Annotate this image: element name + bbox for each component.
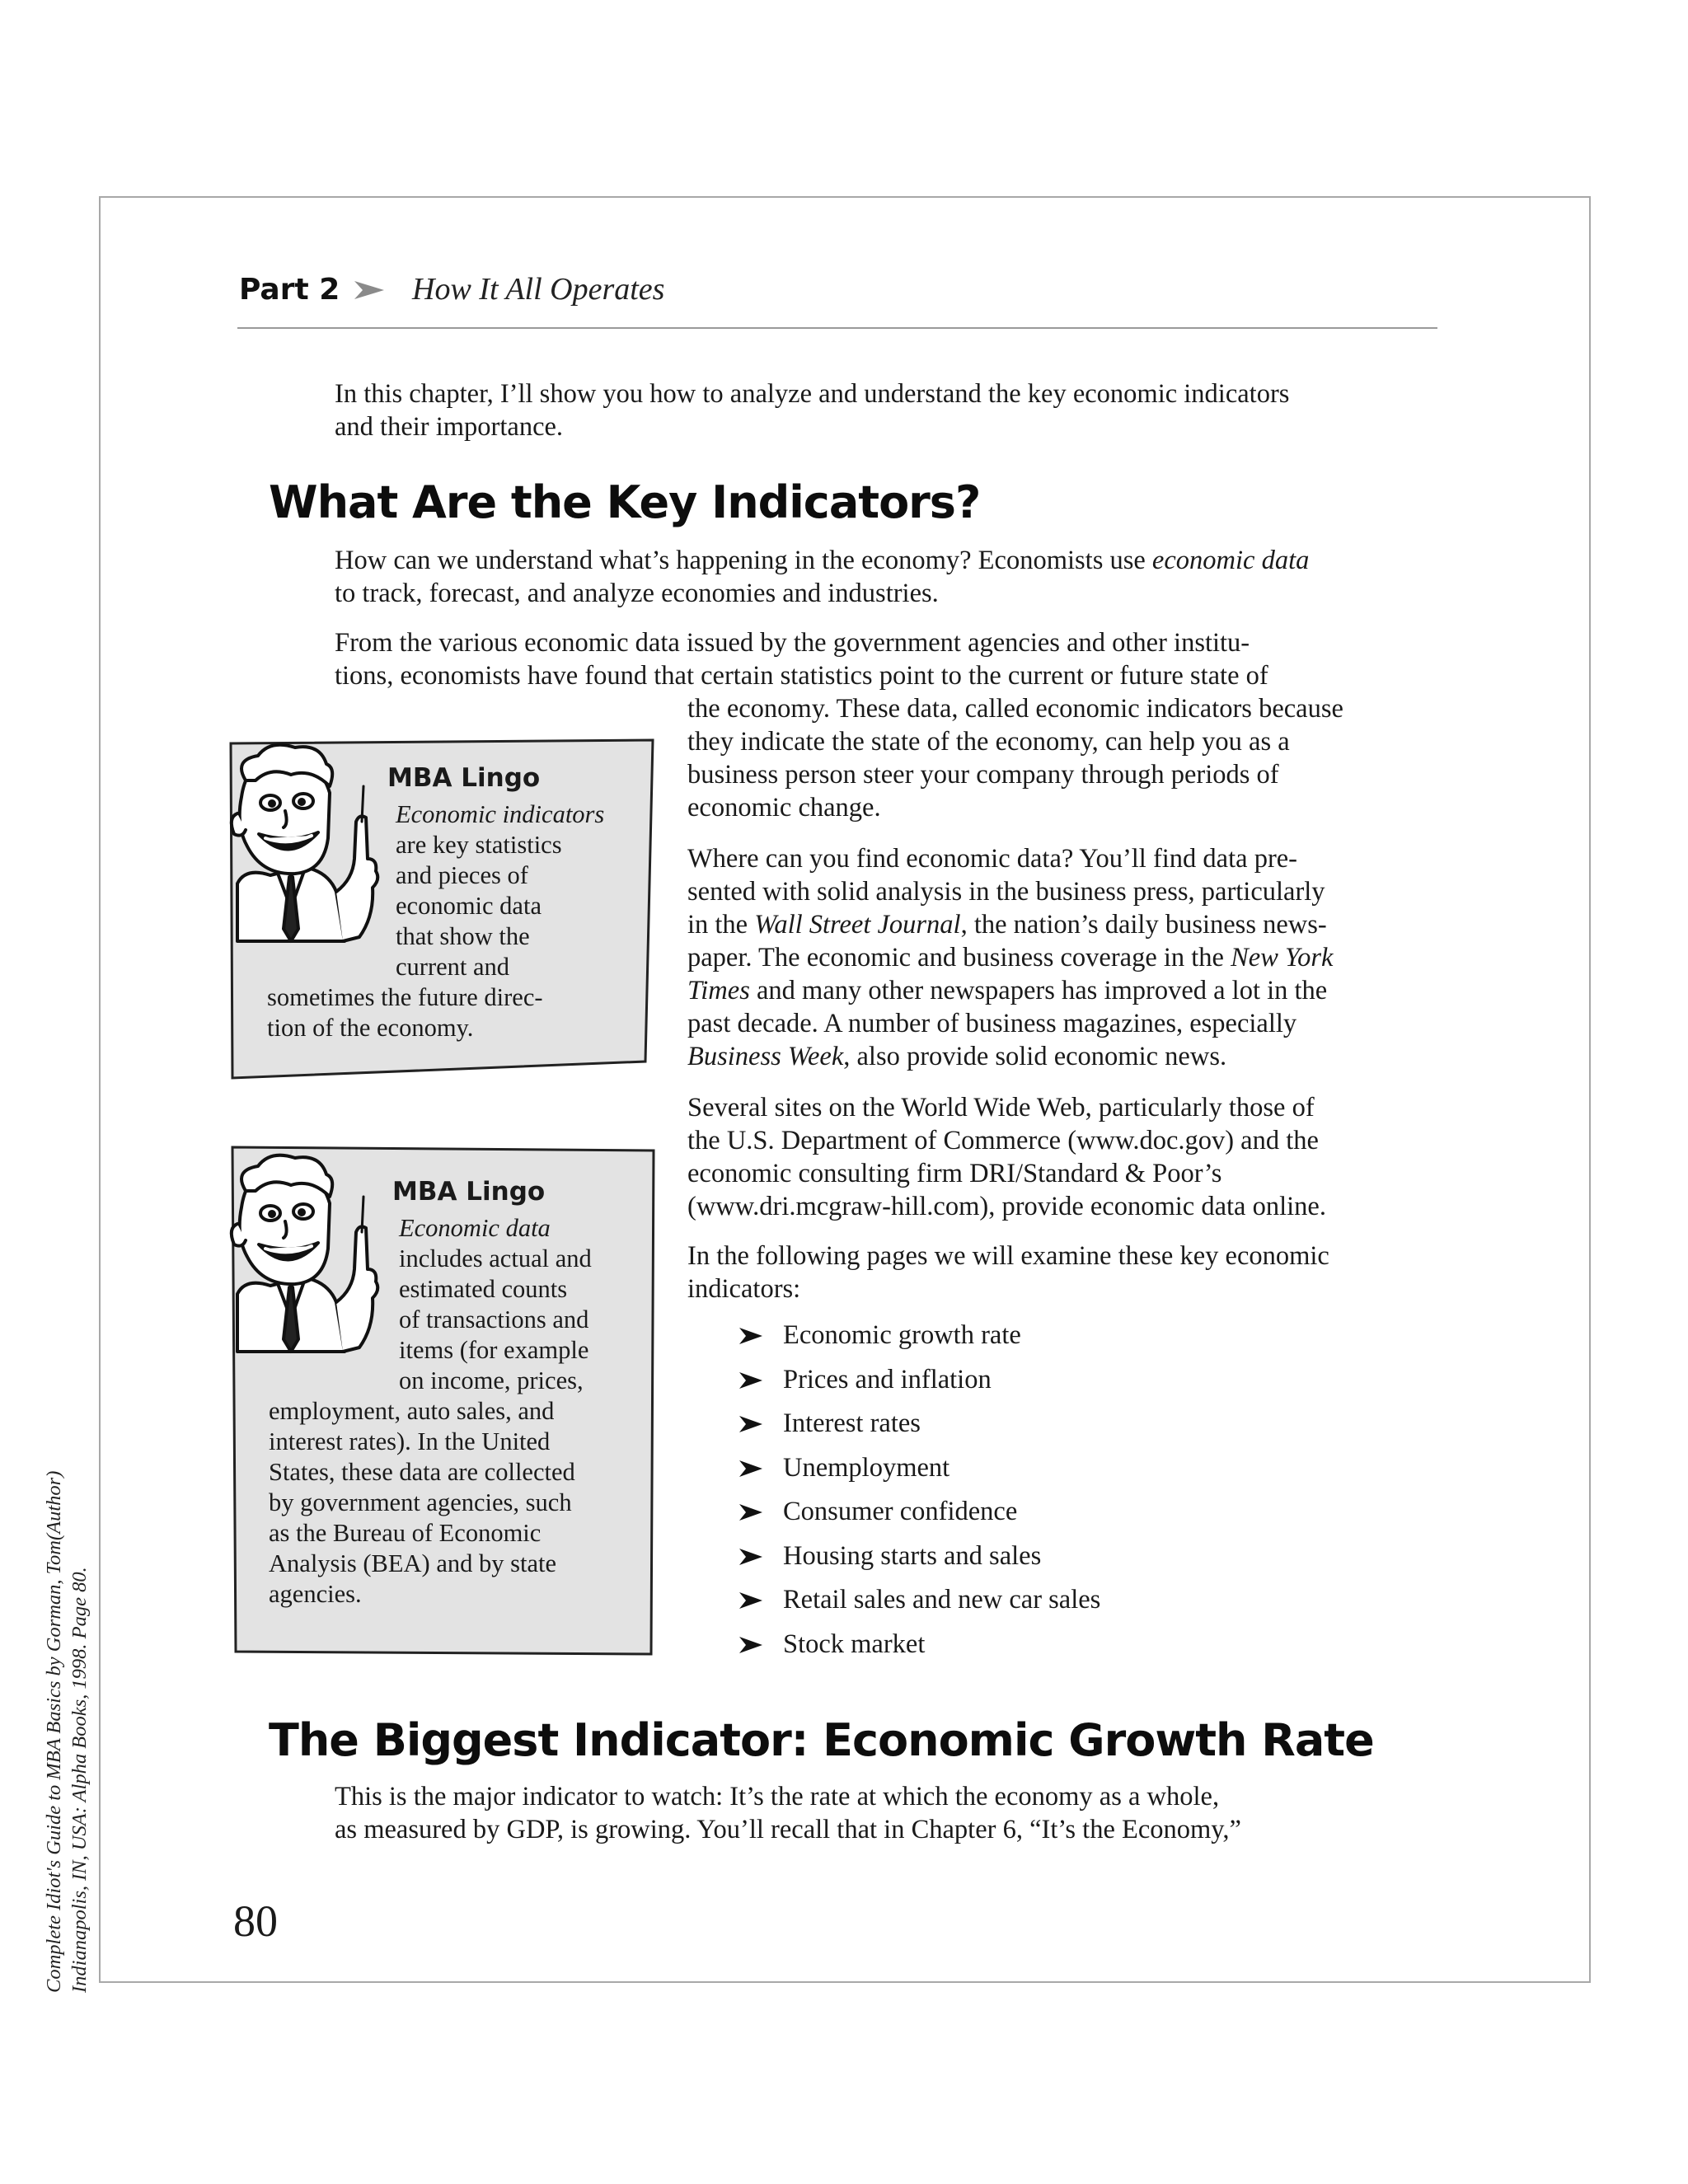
citation-line: Indianapolis, IN, USA: Alpha Books, 1998. Page 80. xyxy=(68,1567,91,1993)
list-item-label: Unemployment xyxy=(783,1452,950,1483)
sidebar-line: on income, prices, xyxy=(399,1366,584,1394)
text-run: economic consulting firm DRI/Standard & Poor’s xyxy=(687,1159,1222,1188)
paragraph-economic-data xyxy=(335,544,1309,610)
sidebar-line: economic data xyxy=(396,892,542,920)
paragraph-growth-rate xyxy=(335,1780,1241,1846)
list-item-label: Housing starts and sales xyxy=(783,1540,1042,1571)
text-run: tions, economists have found that certain statistics point to the current or future state of xyxy=(335,661,1268,691)
sidebar-line: employment, auto sales, and xyxy=(269,1397,555,1425)
text-run: , the nation’s daily business news- xyxy=(960,910,1327,940)
sidebar-line: tion of the economy. xyxy=(267,1014,474,1042)
arrowhead-bullet-icon xyxy=(738,1591,763,1610)
citation-line: Complete Idiot's Guide to MBA Basics by Gorman, Tom(Author) xyxy=(43,1470,65,1993)
arrowhead-bullet-icon xyxy=(738,1636,763,1654)
text-run: and many other newspapers has improved a lot in the xyxy=(749,976,1328,1005)
text-run: sented with solid analysis in the business press, particularly xyxy=(687,877,1325,907)
paragraph-where-to-find xyxy=(687,842,1333,1073)
text-run: they indicate the state of the economy, can help you as a xyxy=(687,727,1290,757)
mba-lingo-sidebar-1 xyxy=(213,732,658,1088)
intro-line: In this chapter, I’ll show you how to analyze and understand the key economic indicators xyxy=(335,379,1290,409)
mba-lingo-cartoon-icon xyxy=(213,1146,386,1360)
list-item xyxy=(738,1451,1100,1496)
paragraph-various-data xyxy=(335,626,1268,692)
list-item xyxy=(738,1495,1100,1540)
section-heading-growth-rate: The Biggest Indicator: Economic Growth Rate xyxy=(269,1714,1374,1766)
sidebar-line: of transactions and xyxy=(399,1305,589,1333)
arrowhead-bullet-icon xyxy=(738,1460,763,1478)
list-item-label: Retail sales and new car sales xyxy=(783,1585,1101,1615)
sidebar-line: interest rates). In the United xyxy=(269,1427,551,1455)
list-item xyxy=(738,1319,1100,1363)
list-item-label: Interest rates xyxy=(783,1408,921,1438)
text-run: the economy. These data, called economic indicators because xyxy=(687,694,1343,724)
publication-title: New York xyxy=(1231,943,1334,972)
text-run: past decade. A number of business magazines, especially xyxy=(687,1009,1297,1038)
text-run: , also provide solid economic news. xyxy=(843,1042,1227,1071)
publication-title: Times xyxy=(687,976,750,1005)
text-run: How can we understand what’s happening in the economy? Economists use xyxy=(335,546,1152,575)
indicator-list xyxy=(738,1319,1100,1671)
sidebar-title: MBA Lingo xyxy=(392,1177,546,1207)
arrowhead-bullet-icon xyxy=(738,1503,763,1521)
sidebar-line: as the Bureau of Economic xyxy=(269,1519,542,1547)
text-run: In the following pages we will examine these key economic xyxy=(687,1241,1329,1271)
paragraph-following-pages xyxy=(687,1240,1329,1305)
sidebar-line: that show the xyxy=(396,922,530,950)
list-item-label: Prices and inflation xyxy=(783,1364,992,1394)
sidebar-line: by government agencies, such xyxy=(269,1488,572,1516)
paragraph-web-sites xyxy=(687,1091,1326,1223)
arrowhead-bullet-icon xyxy=(738,1548,763,1566)
running-head xyxy=(237,268,1437,329)
text-run: business person steer your company through periods of xyxy=(687,760,1279,790)
part-label: Part 2 xyxy=(239,273,340,307)
mba-lingo-sidebar-2 xyxy=(213,1139,658,1660)
intro-line: and their importance. xyxy=(335,412,564,442)
list-item xyxy=(738,1540,1100,1584)
list-item-label: Economic growth rate xyxy=(783,1320,1021,1350)
text-run: economic change. xyxy=(687,793,881,823)
list-item xyxy=(738,1363,1100,1408)
text-run: From the various economic data issued by the government agencies and other institu- xyxy=(335,628,1250,658)
sidebar-line: are key statistics xyxy=(396,831,562,859)
arrowhead-bullet-icon xyxy=(738,1327,763,1345)
sidebar-line: Analysis (BEA) and by state xyxy=(269,1549,556,1577)
sidebar-line: current and xyxy=(396,953,510,981)
part-title: How It All Operates xyxy=(412,272,665,307)
mba-lingo-cartoon-icon xyxy=(213,735,386,949)
list-item-label: Consumer confidence xyxy=(783,1497,1018,1526)
sidebar-title: MBA Lingo xyxy=(387,763,541,793)
sidebar-line: items (for example xyxy=(399,1336,589,1364)
text-run: as measured by GDP, is growing. You’ll recall that in Chapter 6, “It’s the Economy,” xyxy=(335,1815,1241,1844)
text-run: paper. The economic and business coverage in the xyxy=(687,943,1231,972)
list-item xyxy=(738,1628,1100,1672)
text-run: Several sites on the World Wide Web, particularly those of xyxy=(687,1093,1315,1122)
sidebar-term: Economic indicators xyxy=(396,800,605,828)
text-run: Where can you find economic data? You’ll find data pre- xyxy=(687,844,1298,874)
intro-paragraph xyxy=(335,377,1289,443)
sidebar-line: States, these data are collected xyxy=(269,1458,575,1486)
sidebar-line: includes actual and xyxy=(399,1244,592,1272)
arrowhead-bullet-icon xyxy=(738,1415,763,1433)
sidebar-line: and pieces of xyxy=(396,861,528,889)
publication-title: Wall Street Journal xyxy=(754,910,961,940)
arrowhead-bullet-icon xyxy=(738,1371,763,1390)
text-run: to track, forecast, and analyze economies and industries. xyxy=(335,579,939,608)
sidebar-line: agencies. xyxy=(269,1580,362,1608)
text-run: (www.dri.mcgraw-hill.com), provide economic data online. xyxy=(687,1192,1326,1221)
paragraph-various-data-cont xyxy=(687,692,1343,824)
publication-title: Business Week xyxy=(687,1042,844,1071)
text-run: the U.S. Department of Commerce (www.doc.gov) and the xyxy=(687,1126,1319,1155)
sidebar-line: sometimes the future direc- xyxy=(267,983,543,1011)
text-run: This is the major indicator to watch: It’s the rate at which the economy as a whole, xyxy=(335,1782,1220,1811)
arrowhead-icon xyxy=(353,279,386,301)
page-number: 80 xyxy=(233,1896,278,1946)
list-item xyxy=(738,1407,1100,1451)
section-heading-key-indicators: What Are the Key Indicators? xyxy=(269,476,981,528)
list-item-label: Stock market xyxy=(783,1629,926,1659)
sidebar-term: Economic data xyxy=(399,1214,551,1242)
sidebar-line: estimated counts xyxy=(399,1275,568,1303)
source-citation xyxy=(41,1399,92,1993)
text-run: indicators: xyxy=(687,1274,801,1304)
emphasis-term: economic data xyxy=(1151,546,1310,575)
list-item xyxy=(738,1583,1100,1628)
text-run: in the xyxy=(687,910,755,940)
